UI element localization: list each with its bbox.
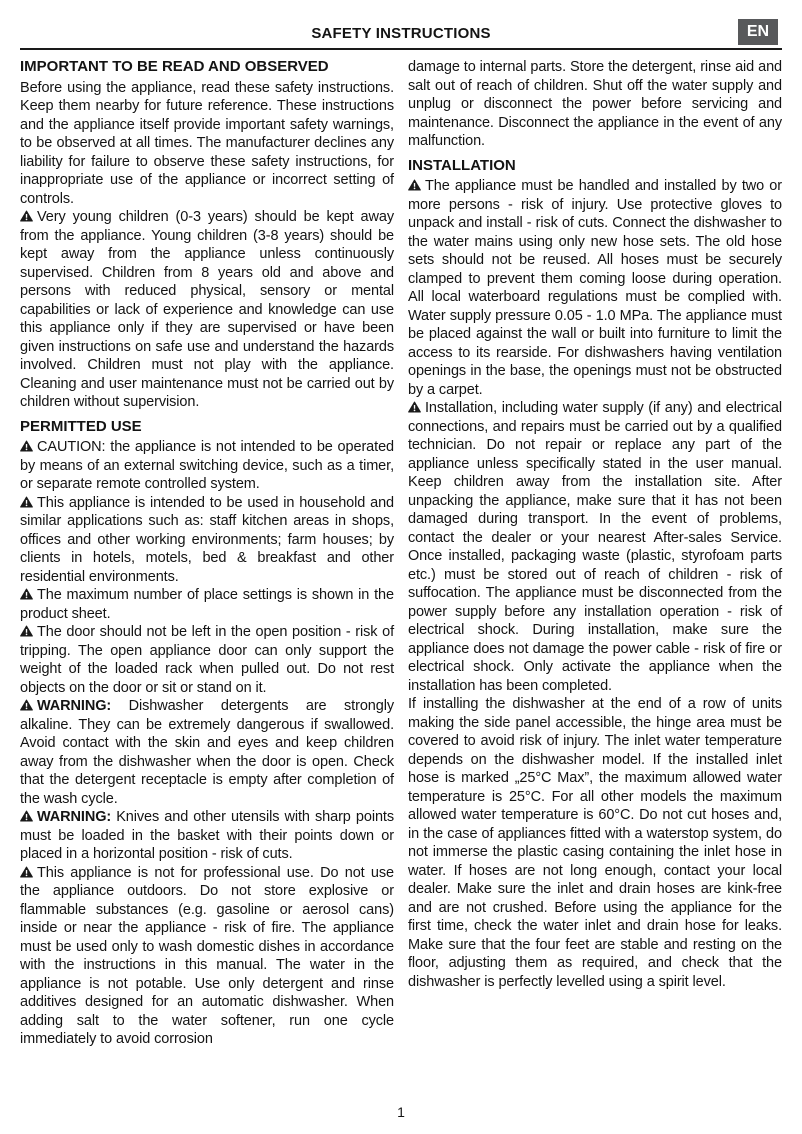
warning-triangle-icon — [20, 625, 33, 637]
paragraph — [20, 494, 394, 587]
warning-triangle-icon — [20, 699, 33, 711]
paragraph — [408, 399, 782, 695]
paragraph — [20, 623, 394, 697]
paragraph — [20, 864, 394, 1049]
warning-triangle-icon — [408, 179, 421, 191]
paragraph — [408, 177, 782, 399]
right-column — [408, 58, 782, 1049]
left-column — [20, 58, 394, 1049]
paragraph — [20, 79, 394, 209]
section-heading: PERMITTED USE — [20, 417, 142, 435]
paragraph — [20, 208, 394, 412]
body-text: Before using the appliance, read these safety instructions. Keep them nearby for future reference. These instructions and the appliance itself provide important safety warnings, to be observed at all times. The manufacturer declines any liability for failure to observe these safety instructions, for inappropriate use of the appliance or incorrect setting of controls. — [20, 79, 394, 207]
body-text: This appliance is not for professional use. Do not use the appliance outdoors. Do not store explosive or flammable substances (e.g. gasoline or aerosol cans) inside or near the appliance - risk of fire. The appliance must be used only to wash domestic dishes in accordance with the instructions in this manual. The water in the appliance is not potable. Use only detergent and rinse additives designed for an automatic dishwasher. When adding salt to the water softener, run one cycle immediately to avoid corrosion — [20, 864, 394, 1047]
paragraph — [20, 808, 394, 864]
warning-triangle-icon — [20, 588, 33, 600]
paragraph — [20, 438, 394, 494]
body-text: This appliance is intended to be used in household and similar applications such as: staff kitchen areas in shops, offices and other working environments; farm houses; by clients in hotels, motels, bed & breakfast and other residential environments. — [20, 494, 394, 585]
body-text: damage to internal parts. Store the detergent, rinse aid and salt out of reach of children. Shut off the water supply and unplug or disconnect the power before servicing and maintenance. Disconnect the appliance in the event of any malfunction. — [408, 59, 782, 149]
body-text: Dishwasher detergents are strongly alkaline. They can be extremely dangerous if swallowed. Avoid contact with the skin and eyes and keep children away from the dishwasher when the door is open. Check that the detergent receptacle is empty after completion of the wash cycle. — [20, 698, 394, 807]
body-text: Installation, including water supply (if any) and electrical connections, and repairs must be carried out by a qualified technician. Do not repair or replace any part of the appliance unless specifically stated in the user manual. Keep children away from the installation site. After unpacking the appliance, make sure that it has not been damaged during transport. In the event of problems, contact the dealer or your nearest After-sales Service. Once installed, packaging waste (plastic, styrofoam parts etc.) must be stored out of reach of children - risk of suffocation. The appliance must be disconnected from the power supply before any installation operation - risk of electrical shock. During installation, make sure the appliance does not damage the power cable - risk of fire or electrical shock. Only activate the appliance when the installation has been completed. — [408, 400, 782, 694]
bold-text: WARNING: — [37, 809, 112, 825]
warning-triangle-icon — [20, 866, 33, 878]
language-badge: EN — [738, 19, 778, 45]
section-heading: IMPORTANT TO BE READ AND OBSERVED — [20, 58, 329, 75]
section-heading: INSTALLATION — [408, 156, 516, 174]
warning-triangle-icon — [408, 401, 421, 413]
body-text: Knives and other utensils with sharp points must be loaded in the basket with their points down or placed in a horizontal position - risk of cuts. — [20, 809, 394, 862]
paragraph — [408, 58, 782, 151]
content-columns — [20, 58, 782, 1049]
warning-triangle-icon — [20, 810, 33, 822]
warning-triangle-icon — [20, 440, 33, 452]
body-text: The maximum number of place settings is shown in the product sheet. — [20, 587, 394, 622]
body-text: The appliance must be handled and installed by two or more persons - risk of injury. Use protective gloves to unpack and install - risk of cuts. Connect the dishwasher to the water mains using only new hose sets. The old hose sets should not be reused. All hoses must be securely clamped to prevent them coming loose during operation. All local waterboard regulations must be complied with. Water supply pressure 0.05 - 1.0 MPa. The appliance must be placed against the wall or built into furniture to limit the access to its rearside. For dishwashers having ventilation openings in the base, the openings must not be obstructed by a carpet. — [408, 178, 782, 398]
paragraph — [408, 695, 782, 991]
body-text: Very young children (0-3 years) should be kept away from the appliance. Young children (3-8 years) should be kept away from the appliance unless continuously supervised. Children from 8 years old and above and persons with reduced physical, sensory or mental capabilities or lack of experience and knowledge can use this appliance only if they are supervised or have been given instructions on safe use and understand the hazards involved. Children must not play with the appliance. Cleaning and user maintenance must not be carried out by children without supervision. — [20, 209, 394, 410]
page-number: 1 — [397, 1104, 405, 1120]
bold-text: WARNING: — [37, 698, 112, 714]
warning-triangle-icon — [20, 496, 33, 508]
paragraph — [20, 586, 394, 623]
body-text: CAUTION: the appliance is not intended to be operated by means of an external switching device, such as a timer, or separate remote controlled system. — [20, 439, 394, 492]
page-header — [20, 16, 782, 50]
body-text: The door should not be left in the open position - risk of tripping. The open appliance door can only support the weight of the loaded rack when pulled out. Do not rest objects on the door or sit or stand on it. — [20, 624, 394, 696]
page-footer — [0, 1104, 802, 1120]
paragraph — [20, 697, 394, 808]
body-text: If installing the dishwasher at the end of a row of units making the side panel accessible, the hinge area must be covered to avoid risk of injury. The inlet water temperature depends on the dishwasher model. If the installed inlet hose is marked „25°C Max”, the maximum allowed water temperature is 25°C. For all other models the maximum allowed water temperature is 60°C. Do not cut hoses and, in the case of appliances fitted with a waterstop system, do not immerse the plastic casing containing the inlet hose in water. If hoses are not long enough, contact your local dealer. Make sure the inlet and drain hoses are kink-free and are not crushed. Before using the appliance for the first time, check the water inlet and drain hose for leaks. Make sure that the four feet are stable and resting on the floor, adjusting them as required, and check that the dishwasher is perfectly levelled using a spirit level. — [408, 696, 782, 990]
page-title: SAFETY INSTRUCTIONS — [311, 25, 491, 42]
warning-triangle-icon — [20, 210, 33, 222]
